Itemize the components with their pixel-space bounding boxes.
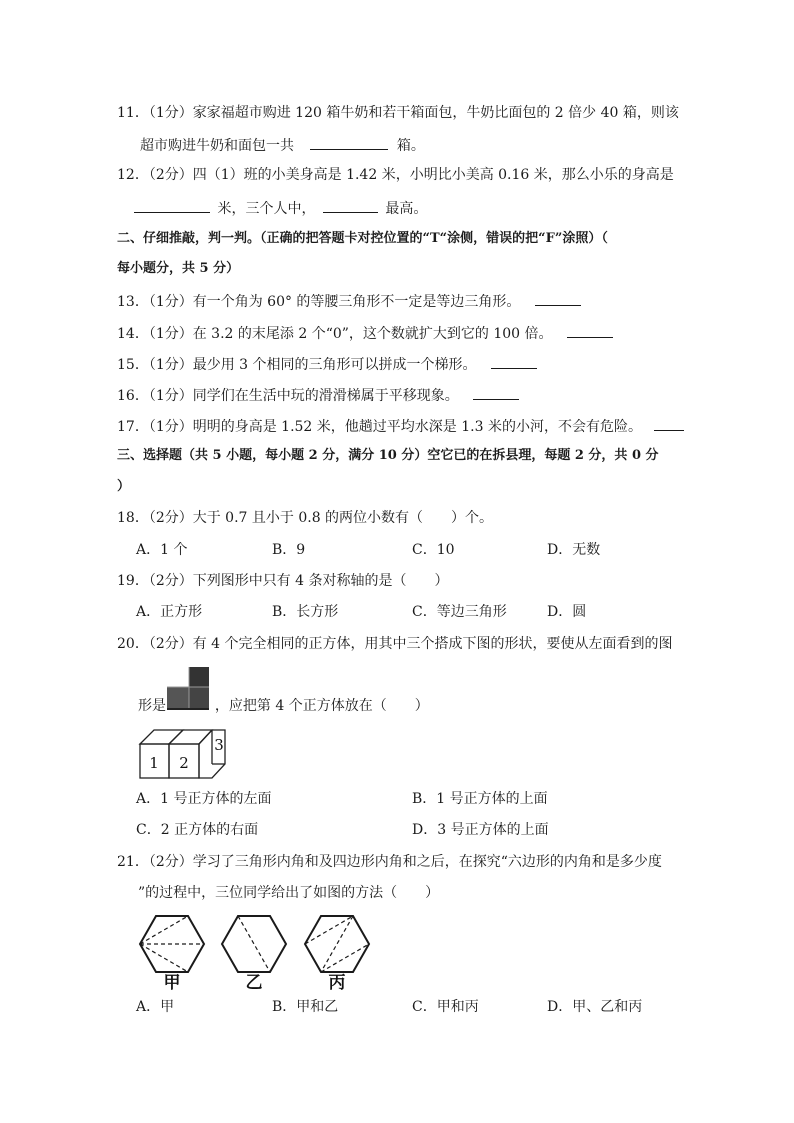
q13-answer-blank[interactable] (535, 291, 581, 306)
q17-text: 17．（1分）明明的身高是 1.52 米，他趟过平均水深是 1.3 米的小河，不会有危险。 (117, 419, 642, 435)
q16-line (117, 385, 519, 405)
q14-answer-blank[interactable] (567, 323, 613, 338)
hexagon-bing (305, 916, 369, 972)
q20-line1: 20．（2分）有 4 个完全相同的正方体，用其中三个搭成下图的形状，要使从左面看到的图 (117, 636, 673, 652)
q15-line (117, 354, 537, 374)
q11-line2-text: 超市购进牛奶和面包一共 (140, 138, 294, 154)
q21-line1: 21．（2分）学习了三角形内角和及四边形内角和之后，在探究“六边形的内角和是多少度 (117, 854, 662, 870)
left-view-bottom-left-square (167, 687, 189, 709)
q20-option-d[interactable]: D．3 号正方体的上面 (412, 822, 549, 838)
q20-cube-figure (136, 724, 236, 782)
q11-answer-blank[interactable] (310, 135, 388, 150)
q13-line (117, 291, 581, 311)
section3-heading-line1: 三、选择题（共 5 小题，每小题 2 分，满分 10 分）空它已的在拆县理，每题 2 分，共 0 分 (117, 448, 659, 463)
section2-heading-line2: 每小题分，共 5 分） (117, 261, 240, 276)
q11-line2-tail: 箱。 (396, 138, 425, 154)
q17-line (117, 416, 684, 436)
q18-option-c[interactable]: C．10 (412, 542, 455, 558)
q21-line2: ”的过程中，三位同学给出了如图的方法（ ） (138, 885, 440, 901)
q13-text: 13．（1分）有一个角为 60° 的等腰三角形不一定是等边三角形。 (117, 294, 521, 310)
q12-answer-blank-2[interactable] (323, 198, 378, 213)
q19-option-b[interactable]: B．长方形 (272, 604, 339, 620)
q18-stem: 18．（2分）大于 0.7 且小于 0.8 的两位小数有（ ）个。 (117, 510, 494, 526)
section3-heading-line2: ） (117, 479, 131, 494)
q21-option-a[interactable]: A．甲 (136, 999, 175, 1015)
q19-option-d[interactable]: D．圆 (547, 604, 587, 620)
q16-answer-blank[interactable] (473, 385, 519, 400)
q12-line2-tail: 最高。 (385, 201, 428, 217)
q18-option-d[interactable]: D．无数 (547, 542, 601, 558)
q18-option-a[interactable]: A．1 个 (136, 542, 188, 558)
section2-heading-line1: 二、仔细推敲，判一判。（正确的把答题卡对控位置的“T“涂侧，错误的把“F”涂照）（ (117, 231, 608, 246)
q18-option-b[interactable]: B．9 (272, 542, 306, 558)
cube-label-1: 1 (149, 754, 159, 772)
hexagon-yi (222, 916, 286, 972)
q21-hexagon-figures (134, 910, 374, 990)
q14-text: 14．（1分）在 3.2 的末尾添 2 个“0”，这个数就扩大到它的 100 倍。 (117, 326, 553, 342)
q19-stem: 19．（2分）下列图形中只有 4 条对称轴的是（ ） (117, 573, 449, 589)
left-view-top-right-square (189, 667, 209, 687)
q15-text: 15．（1分）最少用 3 个相同的三角形可以拼成一个梯形。 (117, 357, 477, 373)
q20-option-c[interactable]: C．2 正方体的右面 (136, 822, 259, 838)
cube-label-2: 2 (179, 754, 189, 772)
q20-option-a[interactable]: A．1 号正方体的左面 (136, 791, 272, 807)
q12-answer-blank-1[interactable] (134, 198, 210, 213)
q11-line1: 11．（1分）家家福超市购进 120 箱牛奶和若干箱面包，牛奶比面包的 2 倍少 40 箱，则该 (117, 105, 679, 121)
q12-line1: 12．（2分）四（1）班的小美身高是 1.42 米，小明比小美高 0.16 米，那么小乐的身高是 (117, 167, 674, 183)
q21-option-d[interactable]: D．甲、乙和丙 (547, 999, 643, 1015)
q20-option-b[interactable]: B．1 号正方体的上面 (412, 791, 548, 807)
cube-label-3: 3 (214, 736, 224, 754)
left-view-bottom-right-square (189, 687, 209, 709)
q14-line (117, 323, 613, 343)
q21-option-b[interactable]: B．甲和乙 (272, 999, 339, 1015)
q12-line2-text: 米，三个人中， (217, 201, 316, 217)
q15-answer-blank[interactable] (491, 354, 537, 369)
q20-left-view-figure (167, 665, 211, 711)
hex-label-bing: 丙 (328, 973, 346, 990)
q12-line2 (134, 198, 427, 218)
q20-line2-text: 形是 (138, 698, 166, 714)
q11-line2 (140, 135, 425, 155)
q20-line2-tail: ，应把第 4 个正方体放在（ ） (214, 698, 429, 714)
hex-label-yi: 乙 (245, 973, 263, 990)
q19-option-c[interactable]: C．等边三角形 (412, 604, 507, 620)
hex-label-jia: 甲 (163, 973, 181, 990)
q16-text: 16．（1分）同学们在生活中玩的滑滑梯属于平移现象。 (117, 388, 459, 404)
q19-option-a[interactable]: A．正方形 (136, 604, 203, 620)
q17-answer-blank[interactable] (654, 416, 684, 431)
q21-option-c[interactable]: C．甲和丙 (412, 999, 479, 1015)
